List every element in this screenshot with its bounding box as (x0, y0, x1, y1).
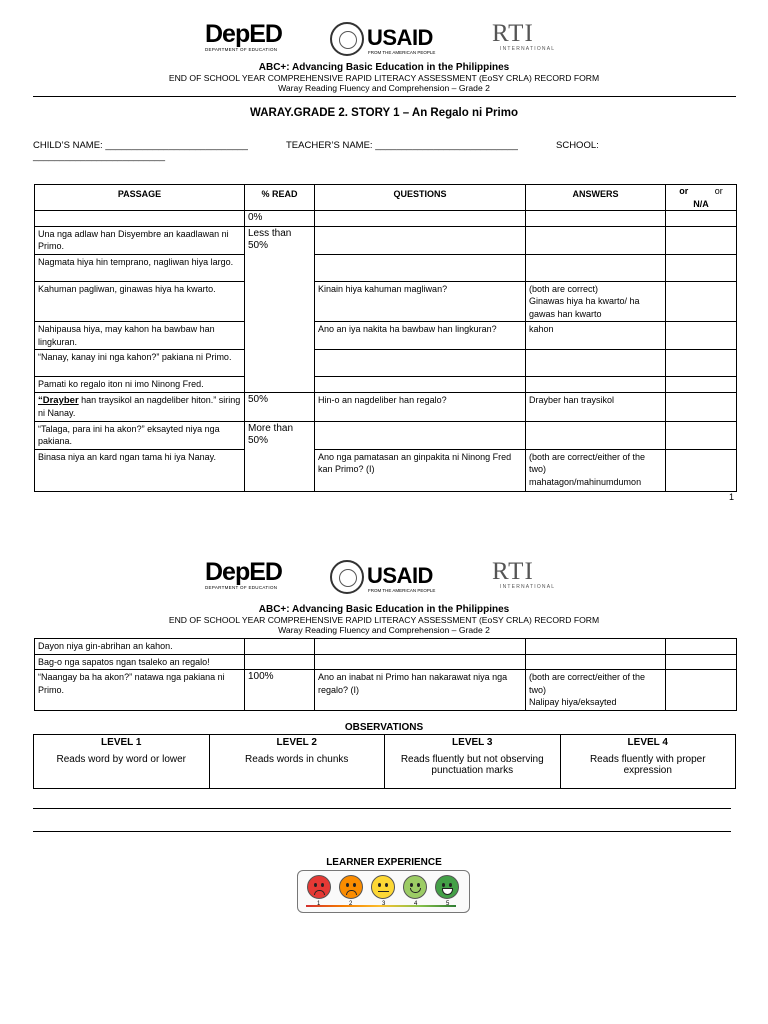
form-subtitle: Waray Reading Fluency and Comprehension – Grade 2 (278, 625, 490, 635)
rti-logo-text: RTI (492, 20, 534, 47)
mark-cell[interactable] (666, 226, 737, 254)
table-row (35, 254, 737, 281)
deped-logo-subtext: DEPARTMENT OF EDUCATION (205, 585, 278, 590)
rti-logo-subtext: INTERNATIONAL (500, 584, 556, 590)
usaid-logo (330, 20, 445, 60)
table-row (35, 392, 737, 421)
pct-zero: 0% (245, 211, 315, 227)
pct-less-than-50: Less than 50% (245, 226, 315, 392)
answer-note: (both are correct) (529, 283, 599, 294)
child-name-field[interactable]: CHILD’S NAME: ___________________________ (33, 140, 248, 151)
passage-table (34, 184, 737, 492)
answer-text: Ginawas hiya ha kwarto/ ha gawas han kwarto (529, 296, 640, 319)
logo-bar (0, 20, 768, 60)
passage-table-continued (34, 638, 737, 711)
mark-cell[interactable] (666, 421, 737, 449)
deped-logo-text: DepED (205, 558, 282, 586)
table-row (35, 421, 737, 449)
deped-logo-text: DepED (205, 20, 282, 48)
cross-mark-label: or (714, 186, 723, 196)
deped-logo (205, 20, 285, 60)
passage-line: Binasa niya an kard ngan tama hi iya Nanay. (35, 449, 245, 491)
scale-number: 4 (414, 901, 418, 907)
table-row (35, 670, 737, 711)
mark-cell[interactable] (666, 377, 737, 393)
rti-logo (492, 558, 562, 598)
mark-cell[interactable] (666, 350, 737, 377)
table-header-row (35, 185, 737, 211)
neutral-face-icon[interactable] (371, 875, 395, 899)
passage-line: Nagmata hiya hin temprano, nagliwan hiya largo. (35, 254, 245, 281)
scale-number: 5 (446, 901, 450, 907)
form-title: END OF SCHOOL YEAR COMPREHENSIVE RAPID LITERACY ASSESSMENT (EoSY CRLA) RECORD FORM (168, 615, 600, 625)
passage-header: PASSAGE (35, 185, 245, 211)
passage-line: “Drayber han traysikol an nagdeliber hiton.” siring ni Nanay. (35, 392, 245, 421)
usaid-logo (330, 558, 445, 598)
form-header (0, 604, 768, 635)
usaid-seal-icon (330, 22, 364, 56)
level-4-cell[interactable] (560, 735, 736, 789)
learner-experience-scale (297, 870, 470, 913)
very-happy-face-icon[interactable] (435, 875, 459, 899)
rti-logo-text: RTI (492, 558, 534, 585)
level-label: LEVEL 4 (627, 737, 668, 748)
school-label: SCHOOL: (556, 140, 599, 151)
passage-line: Dayon niya gin-abrihan an kahon. (35, 639, 245, 655)
level-1-cell[interactable] (34, 735, 210, 789)
rti-logo-subtext: INTERNATIONAL (500, 46, 556, 52)
question-cell: Kinain hiya kahuman magliwan? (315, 281, 526, 322)
answer-cell (526, 449, 666, 491)
deped-logo (205, 558, 285, 598)
answer-cell: Drayber han traysikol (526, 392, 666, 421)
answer-note: (both are correct/either of the two) (529, 451, 646, 474)
answer-cell (526, 670, 666, 711)
school-field[interactable]: _________________________ (33, 151, 166, 162)
question-cell: Ano an inabat ni Primo han nakarawat niya nga regalo? (I) (315, 670, 526, 711)
level-3-cell[interactable] (385, 735, 561, 789)
level-label: LEVEL 1 (101, 737, 142, 748)
story-title: WARAY.GRADE 2. STORY 1 – An Regalo ni Primo (250, 107, 518, 119)
answer-note: (both are correct/either of the two) (529, 672, 646, 695)
table-row (35, 350, 737, 377)
usaid-seal-icon (330, 560, 364, 594)
scale-number: 2 (349, 901, 353, 907)
deped-logo-subtext: DEPARTMENT OF EDUCATION (205, 47, 278, 52)
form-header (0, 62, 768, 93)
form-title: END OF SCHOOL YEAR COMPREHENSIVE RAPID LITERACY ASSESSMENT (EoSY CRLA) RECORD FORM (168, 73, 600, 83)
passage-line: “Naangay ba ha akon?” natawa nga pakiana ni Primo. (35, 670, 245, 711)
scale-number: 3 (382, 901, 386, 907)
mark-cell[interactable] (666, 449, 737, 491)
pct-fifty: 50% (245, 392, 315, 421)
passage-line: “Nanay, kanay ini nga kahon?” pakiana ni Primo. (35, 350, 245, 377)
answer-text: Nalipay hiya/eksayted (529, 697, 617, 707)
level-label: LEVEL 3 (452, 737, 493, 748)
table-row (35, 377, 737, 393)
passage-line: “Talaga, para ini ha akon?” eksayted niya nga pakiana. (35, 421, 245, 449)
notes-line[interactable] (33, 831, 731, 832)
pct-hundred: 100% (245, 670, 315, 711)
usaid-logo-subtext: FROM THE AMERICAN PEOPLE (368, 50, 436, 55)
mark-cell[interactable] (666, 654, 737, 670)
mark-header (666, 185, 737, 211)
passage-line: Bag-o nga sapatos ngan tsaleko an regalo! (35, 654, 245, 670)
usaid-logo-subtext: FROM THE AMERICAN PEOPLE (368, 588, 436, 593)
passage-line: Una nga adlaw han Disyembre an kaadlawan ni Primo. (35, 226, 245, 254)
observations-table (33, 734, 736, 789)
table-row (35, 281, 737, 322)
passage-line: Nahipausa hiya, may kahon ha bawbaw han lingkuran. (35, 322, 245, 350)
usaid-logo-text: USAID (367, 563, 433, 588)
form-subtitle: Waray Reading Fluency and Comprehension – Grade 2 (278, 83, 490, 93)
passage-line: Kahuman pagliwan, ginawas hiya ha kwarto. (35, 281, 245, 322)
sight-word: “Drayber (38, 394, 79, 406)
table-row (35, 654, 737, 670)
scale-number: 1 (317, 901, 321, 907)
rti-logo (492, 20, 562, 60)
notes-line[interactable] (33, 808, 731, 809)
header-rule (33, 96, 736, 97)
mark-cell[interactable] (666, 254, 737, 281)
question-cell: Ano an iya nakita ha bawbaw han lingkuran? (315, 322, 526, 350)
level-description: Reads word by word or lower (56, 754, 186, 765)
passage-line: Pamati ko regalo iton ni imo Ninong Fred. (35, 377, 245, 393)
scale-line (306, 905, 456, 907)
questions-header: QUESTIONS (315, 185, 526, 211)
level-2-cell[interactable] (209, 735, 385, 789)
question-cell: Hin-o an nagdeliber han regalo? (315, 392, 526, 421)
answer-text: mahatagon/mahinumdumon (529, 476, 642, 487)
level-description: Reads fluently but not observing punctuation marks (400, 754, 544, 776)
program-title: ABC+: Advancing Basic Education in the Philippines (258, 604, 510, 615)
answers-header: ANSWERS (526, 185, 666, 211)
logo-bar (0, 558, 768, 598)
table-row (35, 226, 737, 254)
angry-face-icon[interactable] (307, 875, 331, 899)
level-label: LEVEL 2 (276, 737, 317, 748)
table-row (35, 639, 737, 655)
check-mark-label: or (679, 186, 689, 196)
teacher-name-field[interactable]: TEACHER’S NAME: ___________________________ (286, 140, 518, 151)
table-row (35, 449, 737, 491)
page-number: 1 (729, 492, 735, 502)
usaid-logo-text: USAID (367, 25, 433, 50)
sad-face-icon[interactable] (339, 875, 363, 899)
mark-cell[interactable] (666, 670, 737, 711)
mark-cell[interactable] (666, 639, 737, 655)
na-label: N/A (693, 198, 709, 209)
level-description: Reads fluently with proper expression (589, 754, 706, 776)
mark-cell[interactable] (666, 281, 737, 322)
happy-face-icon[interactable] (403, 875, 427, 899)
question-cell: Ano nga pamatasan an ginpakita ni Ninong Fred kan Primo? (I) (315, 449, 526, 491)
observations-row (34, 735, 736, 789)
answer-cell (526, 281, 666, 322)
mark-cell[interactable] (666, 211, 737, 227)
level-description: Reads words in chunks (245, 754, 349, 765)
table-row (35, 322, 737, 350)
learner-experience-title: LEARNER EXPERIENCE (326, 857, 442, 868)
mark-cell[interactable] (666, 392, 737, 421)
read-header: % READ (245, 185, 315, 211)
table-row (35, 211, 737, 227)
observations-title: OBSERVATIONS (344, 722, 424, 733)
mark-cell[interactable] (666, 322, 737, 350)
answer-cell: kahon (526, 322, 666, 350)
pct-more-than-50: More than 50% (245, 421, 315, 491)
program-title: ABC+: Advancing Basic Education in the Philippines (258, 62, 510, 73)
